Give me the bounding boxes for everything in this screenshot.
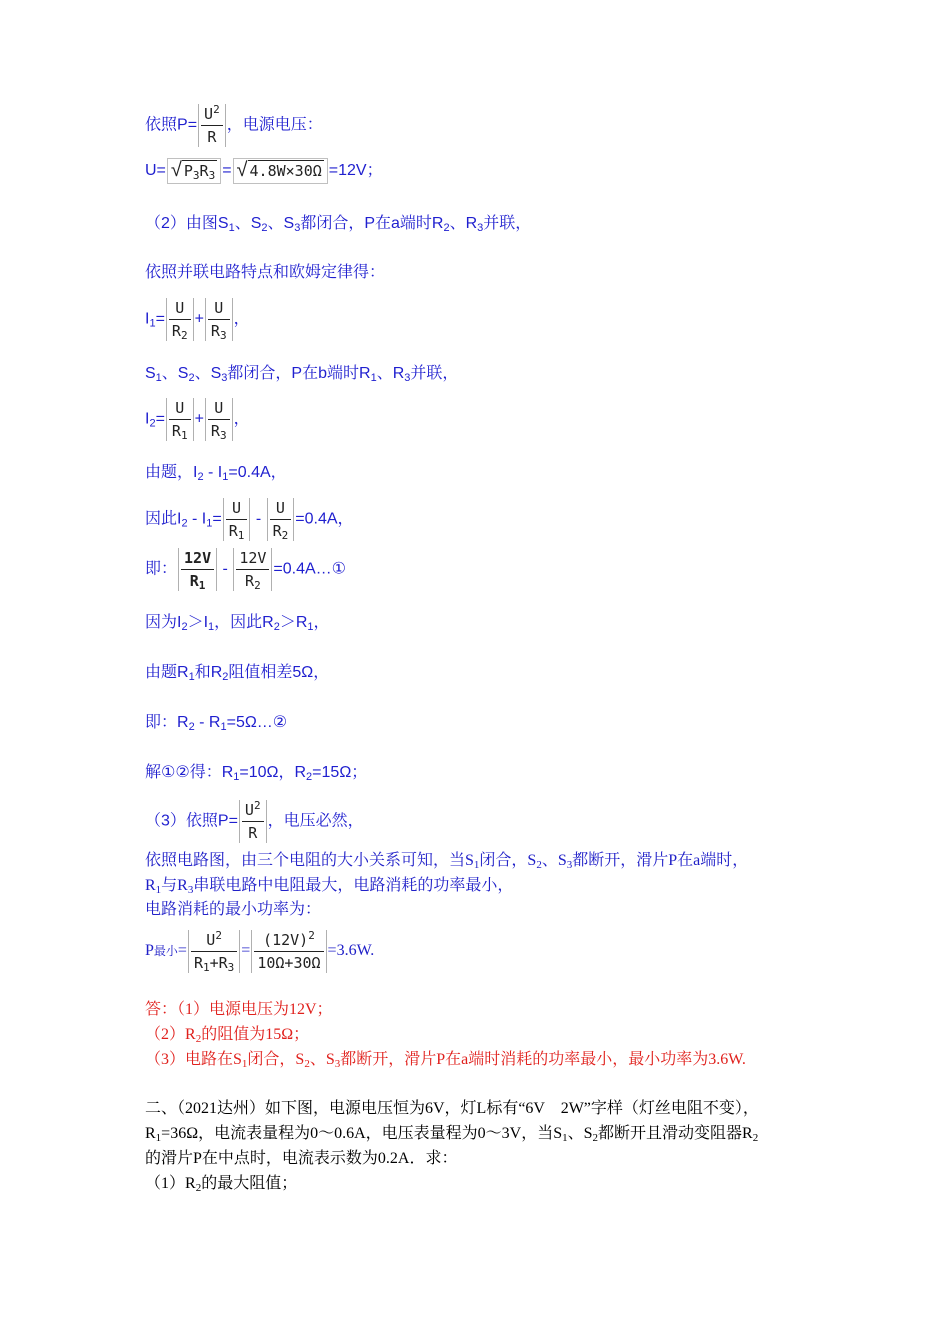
question-2-line-1: 二、（2021达州）如下图，电源电压恒为6V，灯L标有“6V 2W”字样（灯丝电阻不变）， [145, 1100, 759, 1117]
circuit-analysis-line-1: 依照电路图，由三个电阻的大小关系可知，当$S_1$闭合，$S_2$、$S_3$都断开，滑片P在a端时， [145, 852, 749, 871]
part2-header: （2）由图$S_1$、$S_2$、$S_3$都闭合，P在a端时$R_2$、$R_3$并联， [145, 215, 532, 234]
circuit-analysis-line-2: $R_1$与$R_3$串联电路中电阻最大，电路消耗的功率最小， [145, 877, 514, 896]
comparison-line: 因为$I_2>I_1$，因此$R_2>R_1$， [145, 614, 330, 633]
difference-5ohm-line: 由题$R_1$和$R_2$阻值相差5Ω， [145, 664, 330, 683]
equation-one: 即： $\frac{12V}{R_1}$ - $\frac{12V}{R_2}$ =0.4A…① [145, 549, 347, 592]
i1-formula: $I_1=$ $\frac{U}{R_2}$ + $\frac{U}{R_3}$ ， [145, 299, 250, 342]
parallel-law-line: 依照并联电路特点和欧姆定律得： [145, 264, 386, 281]
sqrt-numeric: √ 4.8W×30Ω [233, 158, 328, 184]
answer-1: 答：（1）电源电压为12V； [145, 1001, 333, 1018]
difference-formula: 因此$I_2 - I_1=$ $\frac{U}{R_1}$ - $\frac{U}{R_2}$ =0.4A， [145, 499, 354, 542]
difference-line: 由题，$I_2 - I_1=0.4A$， [145, 464, 287, 483]
question-2-line-2: $R_1=36\Omega$，电流表量程为0～0.6A，电压表量程为0～3V，当$S_1$、$S_2$都断开且滑动变阻器$R_2$ [145, 1125, 759, 1144]
question-2-part-1: $(1)R_2$的最大阻值； [145, 1175, 298, 1194]
p-at-b-line: $S_1$、$S_2$、$S_3$都闭合，P在b端时$R_1$、$R_3$并联， [145, 365, 459, 384]
min-power-formula: P最小= $\frac{U^2}{R_1+R_3}$ = $\frac{(12V)^2}{10\Omega+30\Omega}$ =3.6W. [145, 929, 375, 974]
answer-2: $(2)R_2$的阻值为15Ω； [145, 1026, 310, 1045]
solution-line: 解①②得：$R_1=10\Omega$，$R_2=15\Omega$； [145, 764, 368, 783]
question-2-line-3: 的滑片P在中点时，电流表示数为0.2A．求： [145, 1150, 458, 1167]
equation-two: 即：$R_2$ - $R_1=5\Omega\dots ②$ [145, 714, 288, 733]
circuit-analysis-line-3: 电路消耗的最小功率为： [145, 901, 322, 918]
voltage-result-line: U= √ $P_3R_3$ = √ 4.8W×30Ω =12V； [145, 159, 383, 182]
formula-power-line: 依照P= $\frac{U^2}{R}$ ，电源电压： [145, 103, 323, 146]
answer-3: （3）电路在$S_1$闭合，$S_2$、$S_3$都断开，滑片P在a端时消耗的功率最小，最小功率为3.6W. [145, 1051, 746, 1070]
fraction-u2-over-r: $\frac{U^2}{R}$ [198, 104, 226, 147]
part3-header: （3）依照P= $\frac{U^2}{R}$ ，电压必然， [145, 799, 364, 842]
i2-formula: $I_2=$ $\frac{U}{R_1}$ + $\frac{U}{R_3}$ ， [145, 399, 250, 442]
sqrt-p3r3: √ $P_3R_3$ [167, 158, 221, 184]
